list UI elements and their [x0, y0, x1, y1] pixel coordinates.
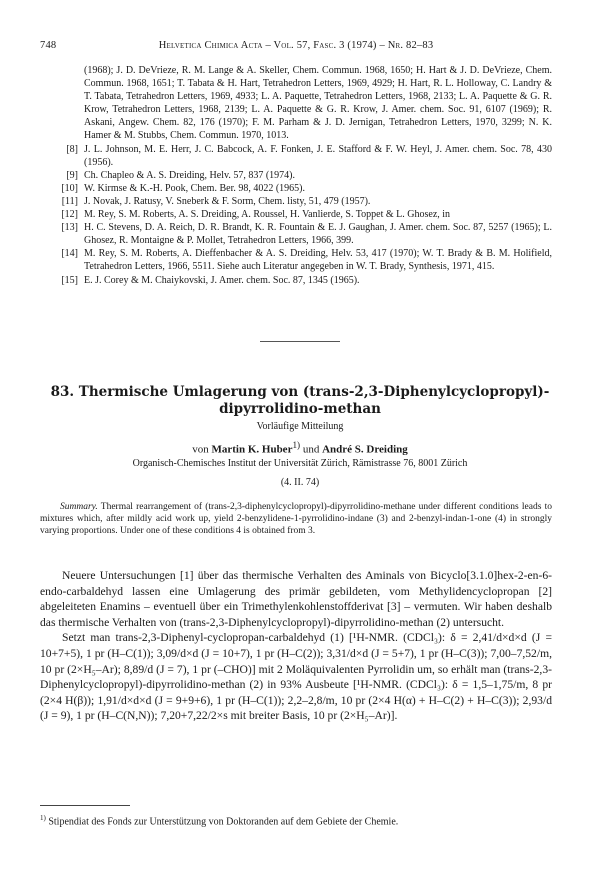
paragraph: Neuere Untersuchungen [1] über das thermische Verhalten des Aminals von Bicyclo[3.1.0]hex-2-en-6-endo-carbaldehyd lassen eine Umlagerung des primär gebildeten, vom Methylidencyclopropan [2] abgeleiteten Enamins – eventuell über ein Trimethylenkohlenstoffderivat [3] – vermuten. Wir haben deshalb das thermische Verhalten von (trans-2,3-Diphenylcyclopropyl)-dipyrrolidino-methan (2) untersucht. [40, 569, 552, 629]
reference-number: [13] [61, 222, 78, 234]
article-title: 83. Thermische Umlagerung von (trans-2,3-Diphenylcyclopropyl)-dipyrrolidino-methan [50, 384, 550, 417]
reference-item [40, 221, 552, 247]
reference-item [40, 143, 552, 169]
reference-item [40, 195, 552, 208]
reference-text: Ch. Chapleo & A. S. Dreiding, Helv. 57, 837 (1974). [84, 169, 296, 181]
summary-label: Summary. [60, 502, 98, 512]
paragraph: Setzt man trans-2,3-Diphenyl-cyclopropan-carbaldehyd (1) [¹H-NMR. (CDCl₃): δ = 2,41/d×d×d (J = 10+7+5), 1 pr (H–C(1)); 3,09/d×d (J = 10+7), 1 pr (H–C(2)); 3,31/d×d (J = 5+7), 1 pr (H–C(3)); 7,00–7,52/m, 10 pr (2×H₅–Ar); 8,89/d (J = 7), 1 pr (–CHO)] mit 2 Moläquivalenten Pyrrolidin um, so erhält man (trans-2,3-Diphenylcyclopropyl)-dipyrrolidino-methan (2) in 93% Ausbeute [¹H-NMR. (CDCl₃): δ = 1,5–1,75/m, 8 pr (2×4 H(β)); 1,91/d×d×d (J = 9+9+6), 1 pr (H–C(1)); 2,2–2,8/m, 10 pr (2×4 H(α) + H–C(2) + H–C(3)); 2,93/d (J = 9), 1 pr (H–C(N,N)); 7,20+7,22/2×s mit breiter Basis, 10 pr (2×H₅–Ar)]. [40, 631, 552, 723]
page-number: 748 [40, 40, 57, 51]
reference-number: [10] [61, 182, 78, 194]
reference-item [40, 274, 552, 287]
reference-text: E. J. Corey & M. Chaiykovski, J. Amer. chem. Soc. 87, 1345 (1965). [84, 274, 360, 286]
reference-item [40, 208, 552, 221]
summary [40, 501, 552, 538]
section-divider [260, 341, 340, 342]
affiliation: Organisch-Chemisches Institut der Universität Zürich, Rämistrasse 76, 8001 Zürich [132, 458, 468, 469]
reference-text: M. Rey, S. M. Roberts, A. S. Dreiding, A. Roussel, H. Vanlierde, S. Toppet & L. Ghosez, in [84, 209, 451, 221]
by-word: von [192, 443, 209, 456]
footnote-text: Stipendiat des Fonds zur Unterstützung von Doktoranden auf dem Gebiete der Chemie. [48, 816, 399, 828]
article-body [40, 568, 552, 724]
article-subtitle: Vorläufige Mitteilung [256, 421, 344, 432]
reference-item [40, 182, 552, 195]
footnote-divider [40, 805, 130, 806]
reference-item [40, 247, 552, 273]
summary-text: Thermal rearrangement of (trans-2,3-diphenylcyclopropyl)-dipyrrolidino-methane under different conditions leads to mixtures which, after mildly acid work up, yield 2-benzylidene-1-pyrrolidino-indane (3) and 2-benzyl-indan-1-one (4) in strongly varying proportions. Under one of these conditions 4 is obtained from 3. [40, 502, 552, 537]
reference-number: [15] [61, 274, 78, 286]
reference-text: H. C. Stevens, D. A. Reich, D. R. Brandt, K. R. Fountain & E. J. Gaughan, J. Amer. chem. Soc. 87, 5257 (1965); L. Ghosez, R. Montaigne & P. Mollet, Tetrahedron Letters, 1966, 399. [84, 222, 552, 247]
reference-number: [14] [61, 248, 78, 260]
author-name: Martin K. Huber [211, 443, 293, 456]
reference-number: [9] [66, 169, 78, 181]
received-date: (4. II. 74) [280, 477, 320, 488]
reference-text: (1968); J. D. DeVrieze, R. M. Lange & A. Skeller, Chem. Commun. 1968, 1650; H. Hart & J. D. DeVrieze, Chem. Commun. 1968, 1651; T. Tabata & H. Hart, Tetrahedron Letters, 1969, 4929; H. Hart, R. L. Holloway, C. Landry & T. Tabata, Tetrahedron Letters, 1969, 4933; L. A. Paquette, Tetrahedron Letters, 1968, 2133; L. A. Paquette & G. R. Krow, Tetrahedron Letters, 1968, 2139; L. A. Paquette & G. R. Krow, J. Amer. chem. Soc. 91, 6107 (1969); R. Askani, Angew. Chem. 82, 176 (1970); F. M. Parham & J. D. Jernigan, Tetrahedron Letters, 1970, 3299; N. K. Hamer & M. Stubbs, Chem. Commun. 1970, 1013. [84, 65, 552, 142]
author-name: André S. Dreiding [322, 443, 408, 456]
footnote-mark: 1) [40, 814, 46, 822]
reference-text: W. Kirmse & K.-H. Pook, Chem. Ber. 98, 4022 (1965). [84, 182, 306, 194]
reference-text: J. Novak, J. Ratusy, V. Sneberk & F. Sorm, Chem. listy, 51, 479 (1957). [84, 195, 371, 207]
reference-list [40, 64, 552, 287]
and-word: und [302, 443, 320, 456]
reference-text: M. Rey, S. M. Roberts, A. Dieffenbacher & A. S. Dreiding, Helv. 53, 417 (1970); W. T. Brady & B. M. Holifield, Tetrahedron Letters, 1966, 5511. Siehe auch Literatur angegeben in W. T. Brady, Synthesis, 1971, 415. [84, 248, 552, 273]
reference-number: [11] [61, 195, 78, 207]
footnote [40, 812, 552, 828]
reference-text: J. L. Johnson, M. E. Herr, J. C. Babcock, A. F. Fonken, J. E. Stafford & F. W. Heyl, J. Amer. chem. Soc. 78, 430 (1956). [84, 143, 552, 168]
reference-continued [40, 64, 552, 143]
reference-item [40, 169, 552, 182]
reference-number: [8] [66, 143, 78, 155]
journal-title: Helvetica Chimica Acta – Vol. 57, Fasc. 3 (1974) – Nr. 82–83 [158, 40, 434, 51]
author-line [40, 440, 560, 456]
reference-number: [12] [61, 209, 78, 221]
footnote-marker: 1) [292, 440, 301, 450]
